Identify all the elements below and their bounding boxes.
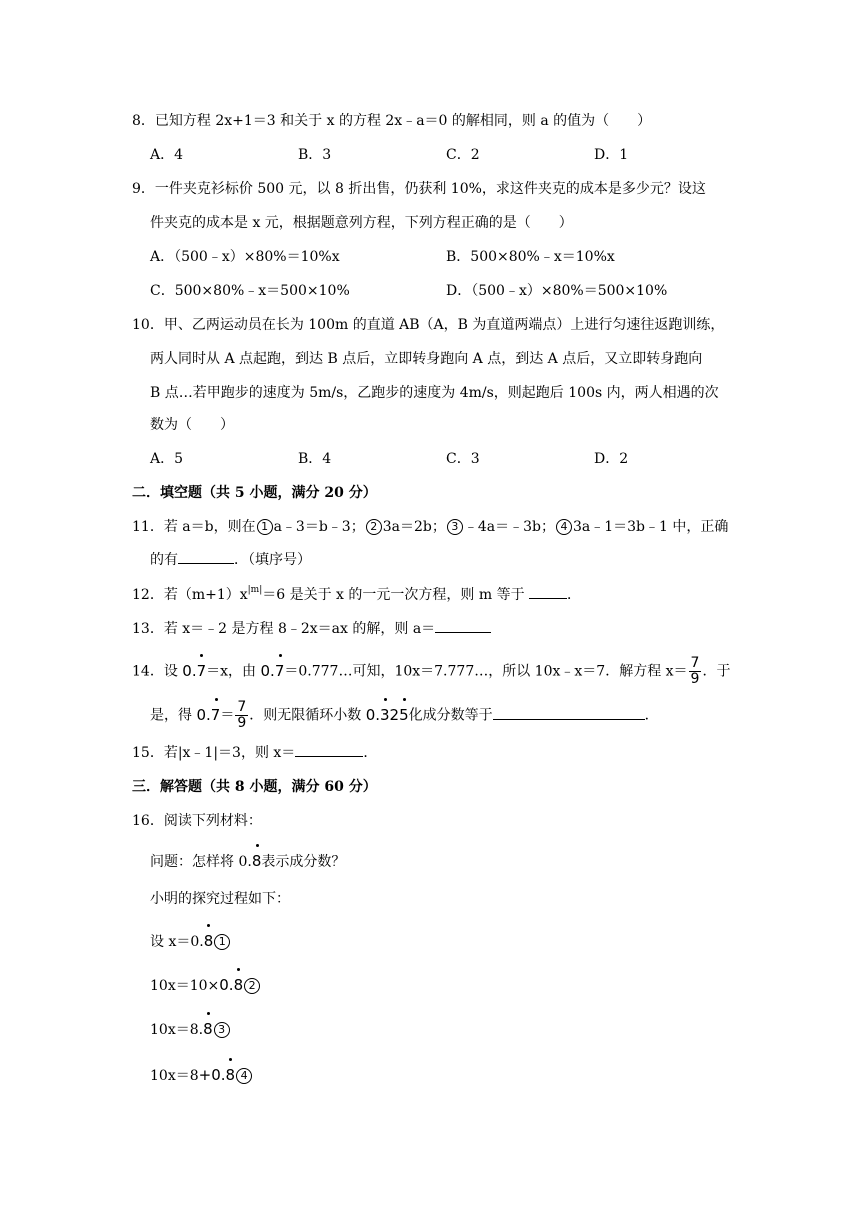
q14-text-c: ＝0.777…可知，10x＝7.777…，所以 10x﹣x＝7．解方程 x＝: [284, 663, 688, 680]
q8-option-a: A．4: [150, 147, 184, 163]
q16-step-1: [150, 930, 231, 953]
q11-answer-blank: [178, 549, 234, 564]
repeating-decimal: [219, 974, 243, 996]
repeating-decimal-0-7: [182, 660, 206, 682]
q10-option-a: A．5: [150, 451, 184, 467]
repeating-decimal-0-8: [252, 850, 262, 872]
repeating-digit: 8: [203, 932, 214, 950]
q9-stem-line2: 件夹克的成本是 x 元，根据题意列方程，下列方程正确的是（ ）: [150, 215, 573, 231]
q8-stem: 8．已知方程 2x+1＝3 和关于 x 的方程 2x﹣a＝0 的解相同，则 a 的值为（ ）: [132, 113, 652, 129]
step-text: 10x＝8: [150, 1068, 199, 1084]
repeating-digit-start: 3: [380, 705, 390, 724]
q15-answer-blank: [295, 742, 363, 757]
fraction-7-9: [689, 656, 702, 687]
q10-line1: 10．甲、乙两运动员在长为 100m 的直道 AB（A，B 为直道两端点）上进行匀速往返跑训练，: [132, 317, 725, 333]
q8-option-b: B．3: [298, 147, 332, 163]
q16-question-a: 问题：怎样将 0.: [150, 854, 252, 870]
q12-answer-blank: [529, 584, 567, 599]
fraction-7-9-second: [235, 700, 248, 731]
fraction-numerator: 7: [237, 699, 247, 715]
q11-line2-tail: ．（填序号）: [234, 552, 311, 568]
q11-line2: [150, 549, 311, 571]
q14-line2: [150, 700, 659, 731]
q12-exponent: |m|: [247, 585, 263, 595]
q14-line2-c: ．则无限循环小数: [249, 707, 362, 724]
q14-text-a: 14．设: [132, 663, 178, 680]
q15-text: 15．若|x﹣1|＝3，则 x＝: [132, 745, 296, 761]
circled-number-4: 4: [556, 519, 572, 535]
q15-tail: ．: [363, 745, 378, 761]
q16-process: 小明的探究过程如下：: [150, 891, 290, 907]
fraction-denominator: 9: [237, 715, 247, 731]
repeating-digit: 8: [225, 1066, 236, 1084]
decimal-integer-part: +0.: [198, 1066, 226, 1084]
section-answer-heading: 三．解答题（共 8 小题，满分 60 分）: [132, 779, 377, 795]
q9-option-d: D．（500﹣x）×80%＝500×10%: [446, 283, 668, 299]
circled-number-4: 4: [236, 1068, 252, 1084]
circled-number-1: 1: [257, 519, 273, 535]
q10-line3: B 点…若甲跑步的速度为 5m/s，乙跑步的速度为 4m/s，则起跑后 100s 内，两人相遇的次: [150, 385, 719, 401]
q11-line1: [132, 516, 728, 538]
q10-option-d: D．2: [594, 451, 629, 467]
q15-line: [132, 742, 377, 764]
section-fill-in-heading: 二．填空题（共 5 小题，满分 20 分）: [132, 485, 377, 501]
repeating-digit: 8: [203, 1020, 213, 1038]
q9-stem-line1: 9．一件夹克衫标价 500 元，以 8 折出售，仍获利 10%，求这件夹克的成本是多少元？设这: [132, 181, 706, 197]
repeating-decimal-0-7-third: [196, 704, 220, 726]
q11-item-4: 3a﹣1＝3b﹣1 中，正确: [572, 519, 729, 535]
repeating-digit: 7: [274, 661, 285, 680]
repeating-digit-middle: 2: [389, 705, 400, 724]
step-text: 10x＝8.: [150, 1022, 204, 1038]
repeating-decimal: [199, 1064, 235, 1086]
q9-option-a: A．（500﹣x）×80%＝10%x: [150, 249, 340, 265]
q8-option-c: C．2: [446, 147, 480, 163]
q14-text-b: ＝x，由: [206, 663, 257, 680]
q11-item-1: a﹣3＝b﹣3；: [273, 519, 365, 535]
q16-step-3: [150, 1018, 231, 1041]
q9-option-b: B．500×80%﹣x＝10%x: [446, 249, 615, 265]
repeating-decimal-0-325: [366, 704, 409, 726]
q16-intro: 16．阅读下列材料：: [132, 813, 262, 829]
q14-line1: [132, 656, 730, 687]
q13-text: 13．若 x＝﹣2 是方程 8﹣2x＝ax 的解，则 a＝: [132, 621, 436, 637]
q9-option-c: C．500×80%﹣x＝500×10%: [150, 283, 350, 299]
decimal-integer-part: 0.: [365, 705, 380, 724]
repeating-digit: 8: [233, 976, 244, 994]
circled-number-3: 3: [214, 1022, 230, 1038]
decimal-integer-part: 0.: [196, 705, 211, 724]
q12-line: [132, 584, 581, 606]
q14-line2-b: ＝: [220, 707, 235, 724]
q16-question: [150, 850, 345, 873]
q10-line4: 数为（ ）: [150, 417, 234, 433]
q14-line2-d: 化成分数等于: [408, 707, 493, 724]
step-text: 10x＝10×: [150, 978, 220, 994]
repeating-decimal-0-7-second: [261, 660, 285, 682]
decimal-integer-part: 0.: [182, 661, 197, 680]
repeating-digit: 7: [196, 661, 207, 680]
circled-number-2: 2: [244, 978, 260, 994]
q13-line: [132, 618, 491, 640]
q13-answer-blank: [435, 618, 491, 633]
q11-intro: 11．若 a＝b，则在: [132, 519, 256, 535]
repeating-digit-end: 5: [399, 705, 409, 724]
q14-text-d: ．于: [702, 663, 731, 680]
fraction-denominator: 9: [690, 671, 700, 687]
decimal-integer-part: 0.: [260, 661, 275, 680]
circled-number-1: 1: [214, 934, 230, 950]
q14-answer-blank: [493, 705, 645, 720]
q10-line2: 两人同时从 A 点起跑，到达 B 点后，立即转身跑向 A 点，到达 A 点后，又立即转身跑向: [150, 351, 703, 367]
q16-step-4: [150, 1064, 253, 1087]
q11-line2-text: 的有: [150, 552, 178, 568]
q12-tail: ．: [567, 587, 582, 603]
repeating-digit: 7: [210, 705, 221, 724]
circled-number-2: 2: [366, 519, 382, 535]
q12-text-b: ＝6 是关于 x 的一元一次方程，则 m 等于: [262, 587, 525, 603]
q16-question-b: 表示成分数？: [261, 854, 346, 870]
q10-option-b: B．4: [298, 451, 332, 467]
q12-text-a: 12．若（m+1）x: [132, 587, 248, 603]
q11-item-3: ﹣4a＝﹣3b；: [463, 519, 555, 535]
q10-option-c: C．3: [446, 451, 480, 467]
repeating-digit: 8: [251, 852, 262, 870]
q16-step-2: [150, 974, 261, 997]
fraction-numerator: 7: [690, 655, 700, 671]
decimal-integer-part: 0.: [219, 976, 234, 994]
step-text: 设 x＝0.: [150, 934, 204, 950]
q14-line2-a: 是，得: [150, 707, 192, 724]
q8-option-d: D．1: [594, 147, 629, 163]
repeating-decimal: [203, 1018, 213, 1040]
q11-item-2: 3a＝2b；: [382, 519, 446, 535]
circled-number-3: 3: [447, 519, 463, 535]
repeating-decimal: [204, 930, 214, 952]
q14-line2-tail: ．: [644, 707, 659, 724]
